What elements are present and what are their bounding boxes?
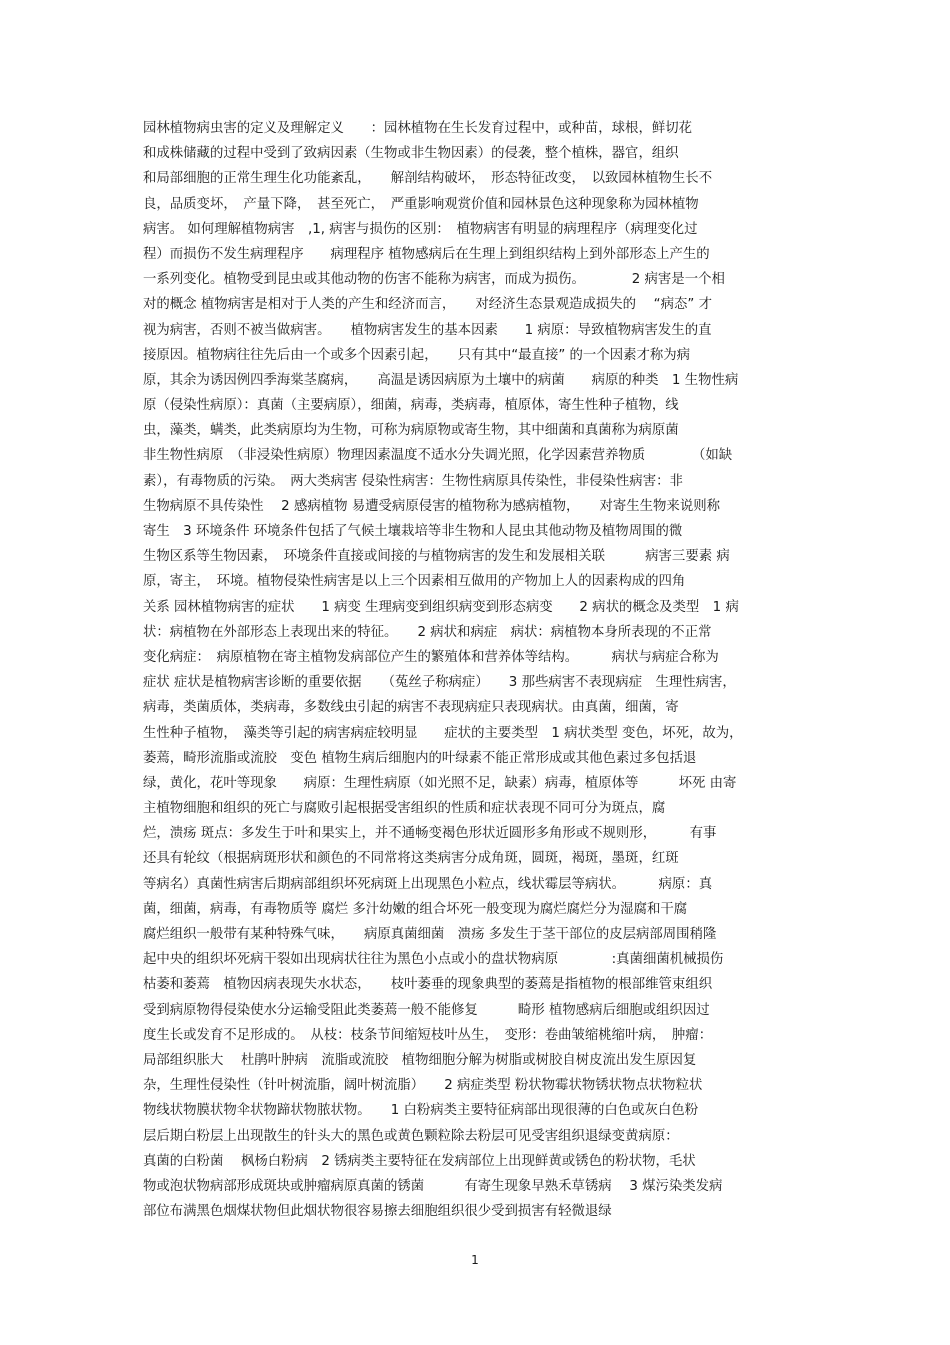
text-line: 原，其余为诱因例四季海棠茎腐病， 高温是诱因病原为土壤中的病菌 病原的种类 1 生物性病 [143,372,739,388]
text-line: 状：病植物在外部形态上表现出来的特征。 2 病状和病症 病状：病植物本身所表现的不正常 [143,624,712,640]
text-line: 非生物性病原 （非浸染性病原）物理因素温度不适水分失调光照，化学因素营养物质 （如缺 [143,448,733,464]
text-line: 起中央的组织坏死病干裂如出现病状往往为黑色小点或小的盘状物病原 :真菌细菌机械损伤 [143,952,724,968]
text-line: 部位布满黑色烟煤状物但此烟状物很容易擦去细胞组织很少受到损害有轻微退绿 [143,1204,612,1220]
text-line: 良，品质变坏， 产量下降， 甚至死亡， 严重影响观赏价值和园林景色这种现象称为园林植物 [143,196,699,212]
text-line: 等病名）真菌性病害后期病部组织坏死病斑上出现黑色小粒点，线状霉层等病状。 病原：真 [143,876,713,892]
text-line: 菌，细菌，病毒，有毒物质等 腐烂 多汁幼嫩的组合坏死一般变现为腐烂腐烂分为湿腐和干腐 [143,901,688,917]
text-line: 接原因。植物病往往先后由一个或多个因素引起， 只有其中“最直接” 的一个因素才称为病 [143,347,691,363]
text-line: 局部组织胀大 杜鹃叶肿病 流脂或流胶 植物细胞分解为树脂或树胶自树皮流出发生原因复 [143,1052,697,1068]
body-text [143,116,823,1224]
text-line: 还具有轮纹（根据病斑形状和颜色的不同常将这类病害分成角斑，圆斑，褐斑，墨斑，红斑 [143,851,679,867]
text-line: 受到病原物得侵染使水分运输受阻此类萎蔫一般不能修复 畸形 植物感病后细胞或组织因过 [143,1002,710,1018]
text-line: 病毒，类菌质体，类病毒，多数线虫引起的病害不表现病症只表现病状。由真菌，细菌，寄 [143,700,679,716]
text-line: 真菌的白粉菌 枫杨白粉病 2 锈病类主要特征在发病部位上出现鲜黄或锈色的粉状物，毛状 [143,1153,696,1169]
text-line: 和成株储藏的过程中受到了致病因素（生物或非生物因素）的侵袭，整个植株，器官，组织 [143,146,679,162]
text-line: 主植物细胞和组织的死亡与腐败引起根据受害组织的性质和症状表现不同可分为斑点，腐 [143,801,666,817]
text-line: 原（侵染性病原）：真菌（主要病原），细菌，病毒，类病毒，植原体，寄生性种子植物，线 [143,398,679,414]
text-line: 病害。 如何理解植物病害 ,1, 病害与损伤的区别： 植物病害有明显的病理程序（病理变化过 [143,221,698,237]
text-line: 度生长或发育不足形成的。 从枝：枝条节间缩短枝叶丛生， 变形：卷曲皱缩桃缩叶病， 肿瘤： [143,1027,713,1043]
text-line: 症状 症状是植物病害诊断的重要依据 （菟丝子称病症） 3 那些病害不表现病症 生理性病害， [143,675,736,691]
text-line: 物线状物膜状物伞状物蹄状物脓状物。 1 白粉病类主要特征病部出现很薄的白色或灰白色粉 [143,1103,699,1119]
text-line: 视为病害，否则不被当做病害。 植物病害发生的基本因素 1 病原：导致植物病害发生的直 [143,322,712,338]
text-line: 腐烂组织一般带有某种特殊气味， 病原真菌细菌 溃疡 多发生于茎干部位的皮层病部周围稍隆 [143,927,717,942]
text-line: 枯萎和萎蔫 植物因病表现失水状态， 枝叶萎垂的现象典型的萎蔫是指植物的根部维管束组织 [143,977,713,993]
text-line: 一系列变化。植物受到昆虫或其他动物的伤害不能称为病害，而成为损伤。 2 病害是一个相 [143,272,725,288]
text-line: 关系 园林植物病害的症状 1 病变 生理病变到组织病变到形态病变 2 病状的概念及类型 1 病 [143,599,739,615]
text-line: 程）而损伤不发生病理程序 病理程序 植物感病后在生理上到组织结构上到外部形态上产生的 [143,246,710,262]
page-number: 1 [471,1253,479,1267]
text-line: 对的概念 植物病害是相对于人类的产生和经济而言， 对经济生态景观造成损失的 “病态” 才 [143,297,712,313]
text-line: 杂，生理性侵染性（针叶树流脂，阔叶树流脂） 2 病症类型 粉状物霉状物锈状物点状物粒状 [143,1078,703,1094]
text-line: 寄生 3 环境条件 环境条件包括了气候土壤栽培等非生物和人昆虫其他动物及植物周围的微 [143,524,683,539]
text-line: 物或泡状物病部形成斑块或肿瘤病原真菌的锈菌 有寄生现象早熟禾草锈病 3 煤污染类发病 [143,1178,723,1194]
text-line: 和局部细胞的正常生理生化功能紊乱， 解剖结构破坏， 形态特征改变， 以致园林植物生长不 [143,171,713,187]
text-line: 素），有毒物质的污染。 两大类病害 侵染性病害：生物性病原具传染性，非侵染性病害：非 [143,473,683,489]
text-line: 生物区系等生物因素， 环境条件直接或间接的与植物病害的发生和发展相关联 病害三要素 病 [143,549,730,565]
text-line: 层后期白粉层上出现散生的针头大的黑色或黄色颗粒除去粉层可见受害组织退绿变黄病原： [143,1128,679,1144]
text-line: 变化病症： 病原植物在寄主植物发病部位产生的繁殖体和营养体等结构。 病状与病症合称为 [143,649,719,665]
text-line: 园林植物病虫害的定义及理解定义 ：园林植物在生长发育过程中，或种苗，球根，鲜切花 [143,121,693,136]
text-line: 萎蔫，畸形流脂或流胶 变色 植物生病后细胞内的叶绿素不能正常形成或其他色素过多包括退 [143,750,697,766]
text-line: 生性种子植物， 藻类等引起的病害病症较明显 症状的主要类型 1 病状类型 变色，坏死，故为， [143,725,743,741]
text-line: 绿，黄化，花叶等现象 病原：生理性病原（如光照不足，缺素）病毒，植原体等 坏死 由寄 [143,775,737,791]
text-line: 原，寄主， 环境。植物侵染性病害是以上三个因素相互做用的产物加上人的因素构成的四角 [143,574,686,590]
text-line: 烂，溃疡 斑点：多发生于叶和果实上，并不通畅变褐色形状近圆形多角形或不规则形， 有事 [143,826,717,842]
text-line: 生物病原不具传染性 2 感病植物 易遭受病原侵害的植物称为感病植物， 对寄生生物来说则称 [143,498,720,514]
text-line: 虫，藻类，螨类，此类病原均为生物，可称为病原物或寄生物，其中细菌和真菌称为病原菌 [143,423,679,439]
